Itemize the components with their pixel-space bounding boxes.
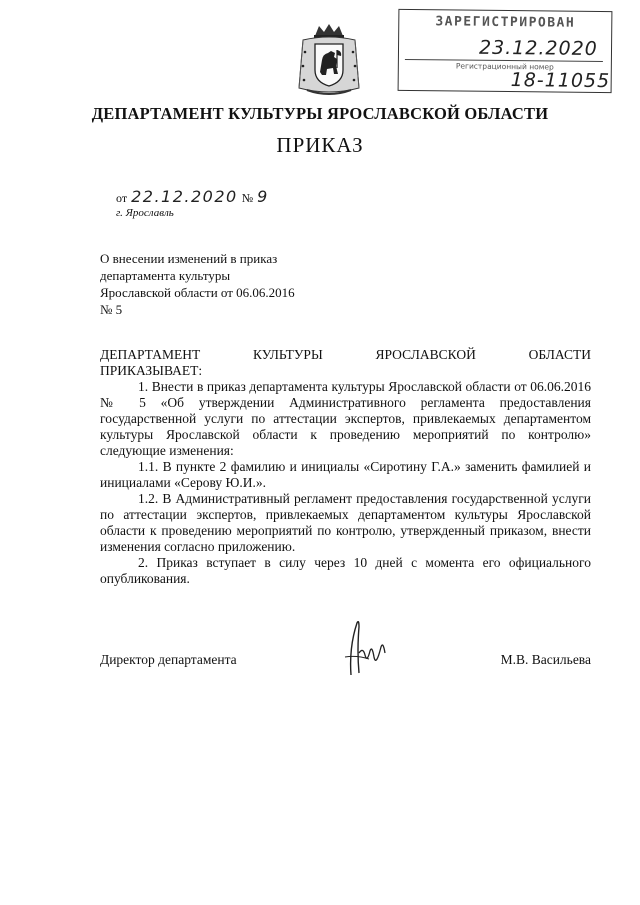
order-date: 22.12.2020	[131, 187, 238, 206]
paragraph-1-2: 1.2. В Административный регламент предоставления государственной услуги по аттестации экспертов, привлекаемых департаментом культуры Ярославской области к проведению мероприятий по контролю, утвержденный приказом, внести изменения согласно приложению.	[100, 491, 591, 554]
document-type-title: ПРИКАЗ	[276, 133, 364, 157]
paragraph-1-1: 1.1. В пункте 2 фамилию и инициалы «Сиротину Г.А.» заменить фамилией и инициалами «Серову Ю.И.».	[100, 459, 591, 490]
signatory-name: М.В. Васильева	[500, 652, 591, 667]
subject-line: департамента культуры	[100, 268, 231, 283]
stamp-date: 23.12.2020	[478, 36, 598, 60]
body-intro-verb: ПРИКАЗЫВАЕТ:	[100, 363, 203, 378]
handwritten-signature	[337, 617, 395, 679]
body-intro: ДЕПАРТАМЕНТ КУЛЬТУРЫ ЯРОСЛАВСКОЙ ОБЛАСТИ	[100, 347, 591, 362]
paragraph-1: 1. Внести в приказ департамента культуры Ярославской области от 06.06.2016 № 5 «Об утверждении Административного регламента предоставления государственной услуги по аттестации экспертов, привлекаемых департаментом культуры Ярославской области к проведению мероприятий по контролю» следующие изменения:	[100, 379, 591, 458]
subject-line: О внесении изменений в приказ	[100, 251, 278, 266]
date-prefix: от	[116, 191, 128, 205]
order-number: 9	[257, 187, 269, 206]
city-label: г. Ярославль	[116, 207, 174, 219]
stamp-note: Регистрационный номер	[455, 61, 554, 72]
order-body	[100, 347, 591, 587]
coat-of-arms-icon	[293, 22, 365, 98]
subject-line: Ярославской области от 06.06.2016	[100, 285, 295, 300]
order-date-line	[116, 187, 269, 206]
number-prefix: №	[241, 191, 254, 205]
order-subject	[100, 250, 360, 318]
department-heading: ДЕПАРТАМЕНТ КУЛЬТУРЫ ЯРОСЛАВСКОЙ ОБЛАСТИ	[91, 104, 549, 123]
stamp-number: 18-11055	[510, 69, 611, 93]
paragraph-2: 2. Приказ вступает в силу через 10 дней с момента его официального опубликования.	[100, 555, 591, 586]
subject-line: № 5	[100, 302, 123, 317]
stamp-title: ЗАРЕГИСТРИРОВАН	[435, 14, 576, 31]
signatory-position: Директор департамента	[100, 652, 237, 667]
registration-stamp	[398, 9, 613, 93]
